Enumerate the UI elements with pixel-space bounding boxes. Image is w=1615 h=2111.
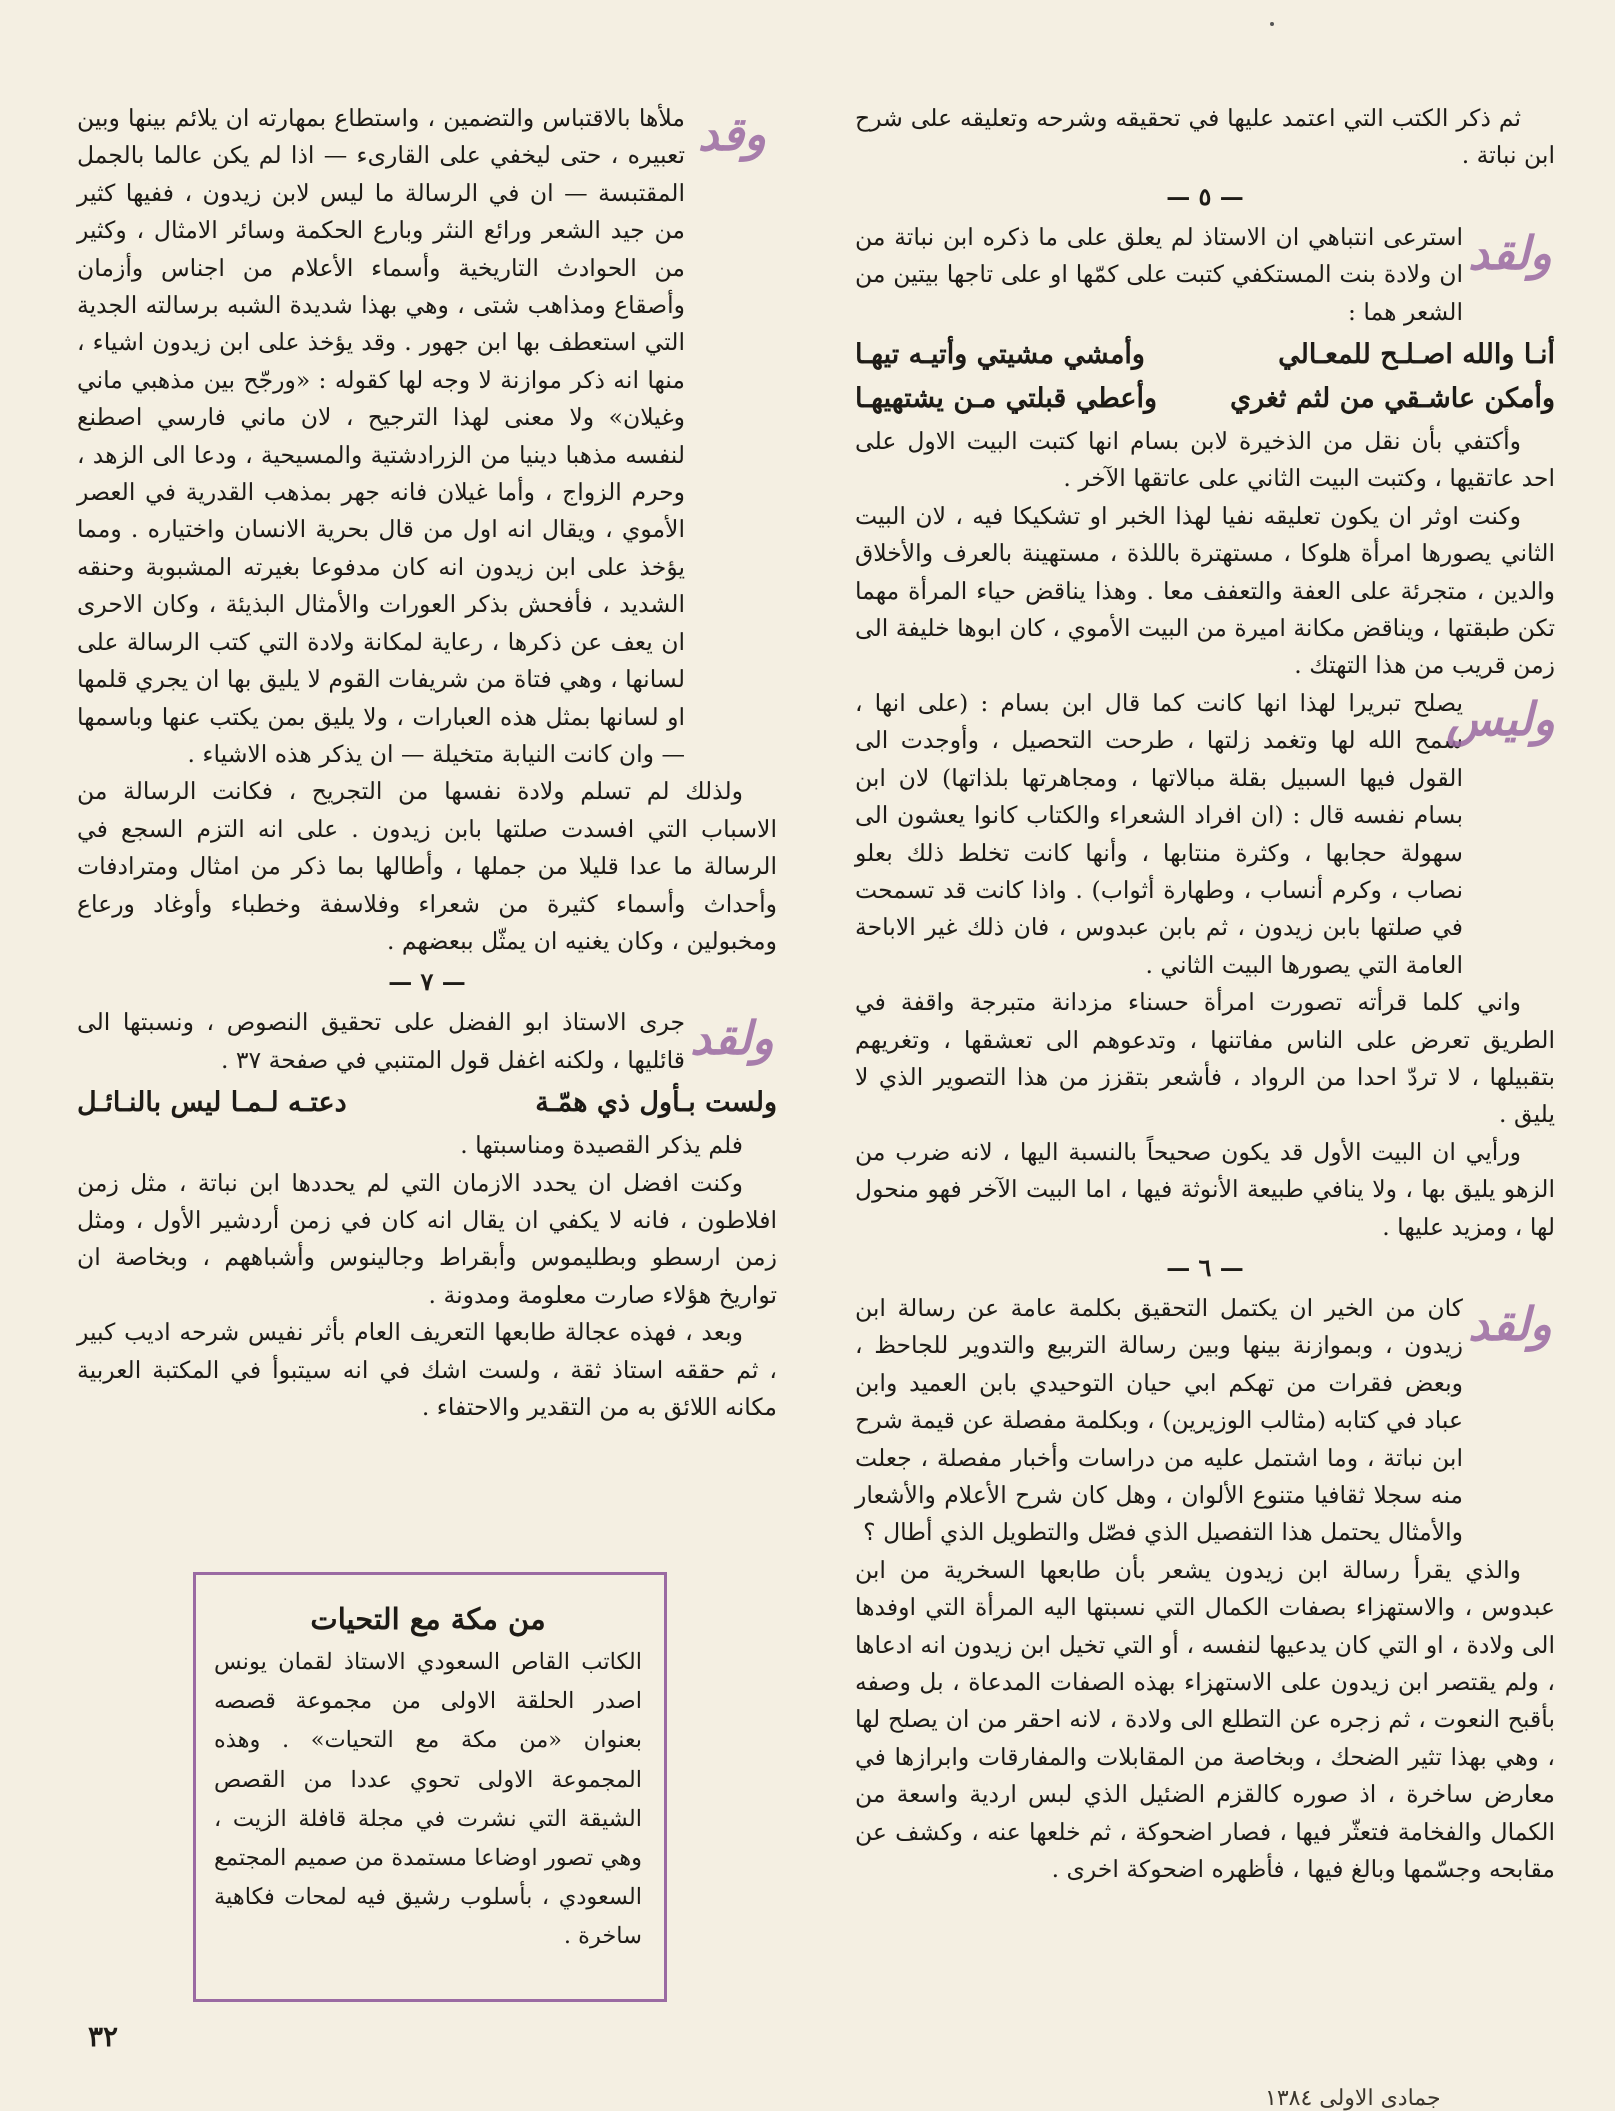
section-5-paragraph-6: ورأيي ان البيت الأول قد يكون صحيحاً بالنسبة اليها ، لانه ضرب من الزهو يليق بها ، ولا ينافي طبيعة الأنوثة فيها ، اما البيت الآخر فهو منحول لها ، ومزيد عليها . <box>855 1137 1555 1241</box>
verse-2-first-hemistich: وأمكن عاشـقي من لثم ثغري <box>1229 383 1555 415</box>
section-6-paragraph-2: والذي يقرأ رسالة ابن زيدون يشعر بأن طابعها السخرية من ابن عبدوس ، والاستهزاء بصفات الكمال التي نسبتها اليه المرأة التي اوفدها الى ولادة ، او التي كان يدعيها لنفسه ، أو التي تخيل ابن زيدون انه ادعاها ، ولم يقتصر ابن زيدون على الاستهزاء بهذه الصفات المدعاة ، بل وصفه بأقبح النعوت ، ثم زجره عن التطلع الى ولادة ، لانه احقر من ان يصلح لها ، وهي بهذا تثير الضحك ، وبخاصة من المقابلات والمفارقات وابرازها في معارض ساخرة ، اذ صوره كالقزم الضئيل الذي لبس اردية واسعة من الكمال والفخامة فتعثّر فيها ، فصار اضحوكة ، ثم خلعها عنه ، وكشف عن مقابحه وجسّمها وبالغ فيها ، فأظهره اضحوكة اخرى . <box>855 1555 1555 1884</box>
page-number: ٣٢ <box>88 2020 119 2053</box>
verse-1-second-hemistich: وأمشي مشيتي وأتيـه تيهـا <box>855 339 1145 371</box>
section-6-lead-word: ولقد <box>1468 1296 1552 1351</box>
intro-paragraph: ثم ذكر الكتب التي اعتمد عليها في تحقيقه وشرحه وتعليقه على شرح ابن نباتة . <box>855 104 1555 170</box>
verse-3-second-hemistich: دعتـه لـمـا ليس بالنـائـل <box>77 1087 347 1119</box>
section-5b-lead-block <box>855 685 1555 984</box>
section-5-paragraph-4: يصلح تبريرا لهذا انها كانت كما قال ابن بسام : (على انها ، سمح الله لها وتغمد زلتها ، طرحت التحصيل ، وأوجدت الى القول فيها السبيل بقلة مبالاتها ، ومجاهرتها بلذاتها) لان ابن بسام نفسه قال : (ان افراد الشعراء والكتاب كانوا يعشون الى سهولة حجابها ، وكثرة منتابها ، وأنها كانت تخلط ذلك بعلو نصاب ، وكرم أنساب ، وطهارة أثواب) . واذا كانت قد تسمحت في صلتها بابن زيدون ، ثم بابن عبدوس ، فان ذلك غير الاباحة العامة التي يصورها البيت الثاني . <box>855 688 1463 979</box>
section-5-lead-word: ولقد <box>1468 225 1552 280</box>
section-7-paragraph-2: فلم يذكر القصيدة ومناسبتها . <box>460 1131 743 1160</box>
section-6-lead-block <box>855 1290 1555 1552</box>
left-lead-block <box>77 100 777 773</box>
section-6-paragraph-1: كان من الخير ان يكتمل التحقيق بكلمة عامة عن رسالة ابن زيدون ، وبموازنة بينها وبين رسالة التربيع والتدوير للجاحظ ، وبعض فقرات من تهكم ابي حيان التوحيدي بابن العميد وابن عباد في كتابه (مثالب الوزيرين) ، وبكلمة مفصلة عن قيمة شرح ابن نباتة ، وما اشتمل عليه من دراسات وأخبار مفصلة ، جعلت منه سجلا ثقافيا متنوع الألوان ، وهل كان شرح الأعلام والأشعار والأمثال يحتمل هذا التفصيل الذي فصّل والتطويل الذي أطال ؟ <box>855 1293 1463 1547</box>
section-5-number: — ٥ — <box>1166 181 1244 211</box>
verse-1-first-hemistich: أنـا والله اصـلـح للمعـالي <box>1278 339 1555 371</box>
verse-1 <box>855 335 1555 375</box>
announcement-body: الكاتب القاص السعودي الاستاذ لقمان يونس اصدر الحلقة الاولى من مجموعة قصصه بعنوان «من مكة مع التحيات» . وهذه المجموعة الاولى تحوي عددا من القصص الشيقة التي نشرت في مجلة قافلة الزيت ، وهي تصور اوضاعا مستمدة من صميم المجتمع السعودي ، بأسلوب رشيق فيه لمحات فكاهية ساخرة . <box>214 1649 642 1950</box>
verse-2 <box>855 379 1555 419</box>
section-5-paragraph-5: واني كلما قرأته تصورت امرأة حسناء مزدانة متبرجة واقفة في الطريق تعرض على الناس مفاتنها ، وتدعوهم الى تعشقها ، وتغريهم بتقبيلها ، لا تردّ احدا من الرواد ، فأشعر بتقزز من هذا التصوير الذي لا يليق . <box>855 988 1555 1129</box>
verse-2-second-hemistich: وأعطي قبلتي مـن يشتهيهـا <box>855 383 1157 415</box>
announcement-box <box>193 1572 667 2002</box>
verse-3 <box>77 1083 777 1123</box>
right-column <box>855 100 1555 1888</box>
left-column <box>77 100 777 1426</box>
footer-date: جمادى الاولى ١٣٨٤ <box>1265 2086 1441 2111</box>
announcement-title: من مكة مع التحيات <box>310 1602 546 1636</box>
section-7-number: — ٧ — <box>388 967 466 997</box>
section-7-paragraph-1: جرى الاستاذ ابو الفضل على تحقيق النصوص ، ونسبتها الى قائليها ، ولكنه اغفل قول المتنبي في صفحة ٣٧ . <box>77 1008 685 1074</box>
section-5-paragraph-3: وكنت اوثر ان يكون تعليقه نفيا لهذا الخبر او تشكيكا فيه ، لان البيت الثاني يصورها امرأة هلوكا ، مستهترة باللذة ، مستهينة بالعرف والأخلاق والدين ، متجرئة على العفة والتعفف معا . وهذا يناقض حياء المرأة مهما تكن طبقتها ، ويناقض مكانة اميرة من البيت الأموي ، كان ابوها خليفة الى زمن قريب من هذا التهتك . <box>855 501 1555 680</box>
section-7-lead-block <box>77 1004 777 1079</box>
section-7-lead-word: ولقد <box>690 1011 774 1066</box>
left-paragraph-2: ولذلك لم تسلم ولادة نفسها من التجريح ، فكانت الرسالة من الاسباب التي افسدت صلتها بابن زيدون . على انه التزم السجع في الرسالة ما عدا قليلا من جملها ، وأطالها بما ذكر من امثال ومترادفات وأحداث وأسماء كثيرة من شعراء وفلاسفة وخطباء وأوغاد ورعاع ومخبولين ، وكان يغنيه ان يمثّل ببعضهم . <box>77 777 777 955</box>
section-7-paragraph-3: وكنت افضل ان يحدد الازمان التي لم يحددها ابن نباتة ، مثل زمن افلاطون ، فانه لا يكفي ان يقال انه كان في زمن أردشير الأول ، ومثل زمن ارسطو وبطليموس وأبقراط وجالينوس وأشباههم ، وبخاصة ان تواريخ هؤلاء صارت معلومة ومدونة . <box>77 1168 777 1309</box>
section-5-paragraph-1: استرعى انتباهي ان الاستاذ لم يعلق على ما ذكره ابن نباتة من ان ولادة بنت المستكفي كتبت على كمّها او على تاجها بيتين من الشعر هما : <box>855 222 1463 326</box>
left-lead-word: وقد <box>697 107 767 161</box>
section-6-number: — ٦ — <box>1166 1252 1244 1282</box>
section-5-lead-block <box>855 219 1555 331</box>
verse-3-first-hemistich: ولست بـأول ذي همّـة <box>535 1087 777 1119</box>
left-paragraph-1: ملأها بالاقتباس والتضمين ، واستطاع بمهارته ان يلائم بينها وبين تعبيره ، حتى ليخفي على القارىء — اذا لم يكن عالما بالجمل المقتبسة — ان في الرسالة ما ليس لابن زيدون ، ففيها كثير من جيد الشعر ورائع النثر وبارع الحكمة وسائر الامثال ، وكثير من الحوادث التاريخية وأسماء الأعلام من اجناس وأزمان وأصقاع ومذاهب شتى ، وهي بهذا شديدة الشبه برسالته الجدية التي استعطف بها ابن جهور . وقد يؤخذ على ابن زيدون اشياء ، منها انه ذكر موازنة لا وجه لها كقوله : «ورجّح بين مذهبي ماني وغيلان» ولا معنى لهذا الترجيح ، لان ماني فارسي اصطنع لنفسه مذهبا دينيا من الزرادشتية والمسيحية ، ودعا الى الزهد ، وحرم الزواج ، وأما غيلان فانه جهر بمذهب القدرية في العصر الأموي ، ويقال انه اول من قال بحرية الانسان واختياره . ومما يؤخذ على ابن زيدون انه كان مدفوعا بغيرته المشبوبة وحنقه الشديد ، فأفحش بذكر العورات والأمثال البذيئة ، وكان الاحرى ان يعف عن ذكرها ، رعاية لمكانة ولادة التي كتب الرسالة على لسانها ، وهي فتاة من شريفات القوم لا يليق بها ان يجري قلمها او لسانها بمثل هذه العبارات ، ولا يليق بمن يكتب عنها وباسمها — وان كانت النيابة متخيلة — ان يذكر هذه الاشياء . <box>77 104 685 768</box>
section-5b-lead-word: وليس <box>1446 691 1555 746</box>
print-mark <box>1270 22 1274 26</box>
section-5-paragraph-2: وأكتفي بأن نقل من الذخيرة لابن بسام انها كتبت البيت الاول على احد عاتقيها ، وكتبت البيت الثاني على عاتقها الآخر . <box>855 427 1555 493</box>
section-7-paragraph-4: وبعد ، فهذه عجالة طابعها التعريف العام بأثر نفيس شرحه اديب كبير ، ثم حققه استاذ ثقة ، ولست اشك في انه سيتبوأ في المكتبة العربية مكانه اللائق به من التقدير والاحتفاء . <box>77 1318 777 1421</box>
